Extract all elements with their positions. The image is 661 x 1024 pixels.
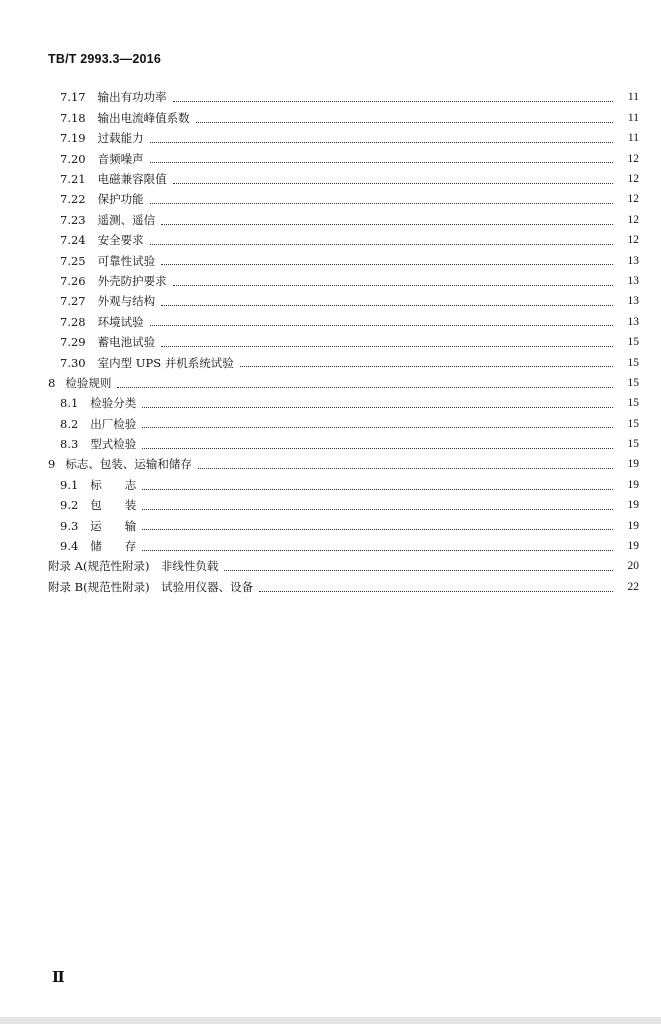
page-number: Ⅱ	[52, 970, 65, 986]
toc-entry-page: 15	[627, 376, 639, 389]
toc-entry[interactable]	[0, 475, 661, 495]
toc-entry-title: 检验分类	[90, 396, 137, 411]
toc-dot-leader	[150, 141, 613, 143]
toc-entry-number: 8.2	[60, 416, 79, 431]
toc-entry-number: 7.30	[60, 355, 86, 370]
toc-entry-number: 7.22	[60, 192, 86, 207]
toc-entry-number: 9.4	[60, 539, 79, 554]
toc-entry-title: 输出电流峰值系数	[97, 110, 190, 125]
toc-entry-title: 检验规则	[65, 375, 112, 390]
toc-entry-number: 7.20	[60, 151, 86, 166]
toc-dot-leader	[224, 569, 613, 571]
toc-entry-number: 7.18	[60, 110, 86, 125]
toc-dot-leader	[240, 365, 613, 367]
toc-entry[interactable]	[0, 394, 661, 414]
toc-entry[interactable]	[0, 149, 661, 169]
toc-dot-leader	[161, 304, 613, 306]
toc-entry[interactable]	[0, 435, 661, 455]
toc-entry-title: 遥测、遥信	[97, 212, 156, 227]
toc-entry-title: 室内型 UPS 并机系统试验	[97, 355, 234, 370]
toc-entry-title: 标志、包装、运输和储存	[65, 457, 192, 472]
toc-entry-page: 11	[627, 132, 639, 145]
toc-dot-leader	[117, 386, 613, 388]
toc-entry[interactable]	[0, 170, 661, 190]
toc-dot-leader	[259, 590, 613, 592]
toc-entry[interactable]	[0, 455, 661, 475]
toc-entry-page: 12	[627, 173, 639, 185]
toc-entry-page: 15	[627, 438, 639, 451]
toc-entry-page: 13	[627, 274, 639, 287]
toc-entry-number: 7.24	[60, 233, 86, 248]
toc-dot-leader	[142, 447, 613, 449]
toc-entry-title: 音频噪声	[97, 151, 144, 166]
toc-entry-title: 环境试验	[97, 314, 144, 329]
toc-entry-page: 19	[627, 478, 639, 491]
toc-dot-leader	[142, 426, 613, 428]
toc-entry-number: 7.19	[60, 131, 86, 146]
toc-entry-page: 19	[627, 499, 639, 512]
toc-entry[interactable]	[0, 496, 661, 516]
toc-entry[interactable]	[0, 129, 661, 149]
toc-entry-number: 7.27	[60, 294, 86, 309]
toc-entry-title: 安全要求	[97, 233, 144, 248]
toc-entry[interactable]	[0, 516, 661, 536]
toc-entry-number: 7.29	[60, 335, 86, 350]
toc-entry-number: 7.21	[60, 172, 86, 186]
toc-entry-title: 外壳防护要求	[97, 273, 167, 288]
toc-entry-page: 12	[627, 213, 639, 226]
toc-dot-leader	[142, 528, 613, 530]
toc-entry-page: 12	[627, 193, 639, 206]
toc-entry[interactable]	[0, 373, 661, 393]
toc-entry-number: 8.3	[60, 437, 79, 452]
toc-dot-leader	[150, 161, 613, 163]
toc-entry-page: 15	[627, 397, 639, 410]
toc-entry-title: 包 装	[90, 498, 137, 513]
scan-bottom-edge	[0, 1017, 661, 1024]
toc-entry-number: 9.2	[60, 498, 79, 513]
toc-entry[interactable]	[0, 272, 661, 292]
toc-entry-page: 19	[627, 458, 639, 471]
toc-entry-title: 蓄电池试验	[97, 335, 156, 350]
toc-entry-number: 7.23	[60, 212, 86, 227]
toc-entry[interactable]	[0, 414, 661, 434]
toc-dot-leader	[161, 345, 613, 347]
toc-entry-page: 11	[627, 91, 639, 104]
toc-dot-leader	[150, 243, 613, 245]
toc-entry-title: 出厂检验	[90, 416, 137, 431]
toc-entry-number: 8.1	[60, 396, 79, 411]
toc-entry-page: 11	[627, 111, 639, 124]
toc-entry[interactable]	[0, 353, 661, 373]
toc-entry-page: 15	[627, 336, 639, 349]
toc-dot-leader	[173, 100, 613, 102]
toc-entry-title: 附录 B(规范性附录) 试验用仪器、设备	[48, 579, 254, 594]
toc-entry-number: 7.17	[60, 90, 86, 105]
toc-entry-page: 13	[627, 295, 639, 308]
toc-entry-title: 过载能力	[97, 131, 144, 146]
toc-entry-title: 标 志	[90, 477, 137, 492]
toc-dot-leader	[161, 223, 613, 225]
toc-entry-title: 外观与结构	[97, 294, 156, 309]
toc-dot-leader	[142, 508, 613, 510]
toc-entry-page: 13	[627, 254, 639, 267]
toc-entry-title: 运 输	[90, 518, 137, 533]
toc-entry[interactable]	[0, 333, 661, 353]
toc-entry[interactable]	[0, 88, 661, 108]
toc-entry-number: 7.26	[60, 273, 86, 288]
table-of-contents	[0, 88, 661, 598]
toc-dot-leader	[198, 467, 613, 469]
toc-entry-page: 19	[627, 540, 639, 553]
toc-dot-leader	[142, 549, 613, 551]
toc-entry-page: 12	[627, 234, 639, 247]
toc-entry[interactable]	[0, 190, 661, 210]
toc-entry[interactable]	[0, 108, 661, 128]
standard-code-header: TB/T 2993.3—2016	[48, 52, 161, 66]
toc-entry-title: 可靠性试验	[97, 253, 156, 268]
toc-entry-title: 型式检验	[90, 437, 137, 452]
toc-dot-leader	[173, 284, 613, 286]
toc-entry-page: 13	[627, 315, 639, 328]
toc-entry-page: 12	[627, 152, 639, 165]
toc-entry-page: 20	[627, 560, 639, 573]
toc-entry[interactable]	[0, 251, 661, 271]
toc-dot-leader	[142, 406, 613, 408]
toc-entry[interactable]	[0, 577, 661, 597]
toc-entry-number: 9.1	[60, 477, 79, 492]
toc-entry-page: 15	[627, 417, 639, 430]
toc-entry-number: 7.28	[60, 314, 86, 329]
toc-entry[interactable]	[0, 537, 661, 557]
toc-entry-page: 22	[627, 580, 639, 593]
toc-entry-title: 附录 A(规范性附录) 非线性负载	[48, 559, 219, 574]
toc-entry-number: 9	[48, 457, 56, 472]
toc-entry-page: 15	[627, 356, 639, 369]
toc-entry[interactable]	[0, 312, 661, 332]
toc-entry-number: 8	[48, 375, 56, 390]
toc-dot-leader	[173, 182, 613, 184]
toc-entry-page: 19	[627, 519, 639, 532]
toc-entry[interactable]	[0, 292, 661, 312]
toc-entry-title: 输出有功功率	[97, 90, 167, 105]
toc-entry-title: 保护功能	[97, 192, 144, 207]
toc-dot-leader	[150, 202, 613, 204]
toc-entry[interactable]	[0, 231, 661, 251]
toc-entry-title: 储 存	[90, 539, 137, 554]
toc-entry[interactable]	[0, 210, 661, 230]
toc-dot-leader	[142, 488, 613, 490]
toc-dot-leader	[196, 121, 613, 123]
toc-entry-number: 9.3	[60, 518, 79, 533]
toc-entry-title: 电磁兼容限值	[97, 172, 167, 186]
toc-dot-leader	[150, 324, 613, 326]
toc-entry[interactable]	[0, 557, 661, 577]
toc-entry-number: 7.25	[60, 253, 86, 268]
toc-dot-leader	[161, 263, 613, 265]
